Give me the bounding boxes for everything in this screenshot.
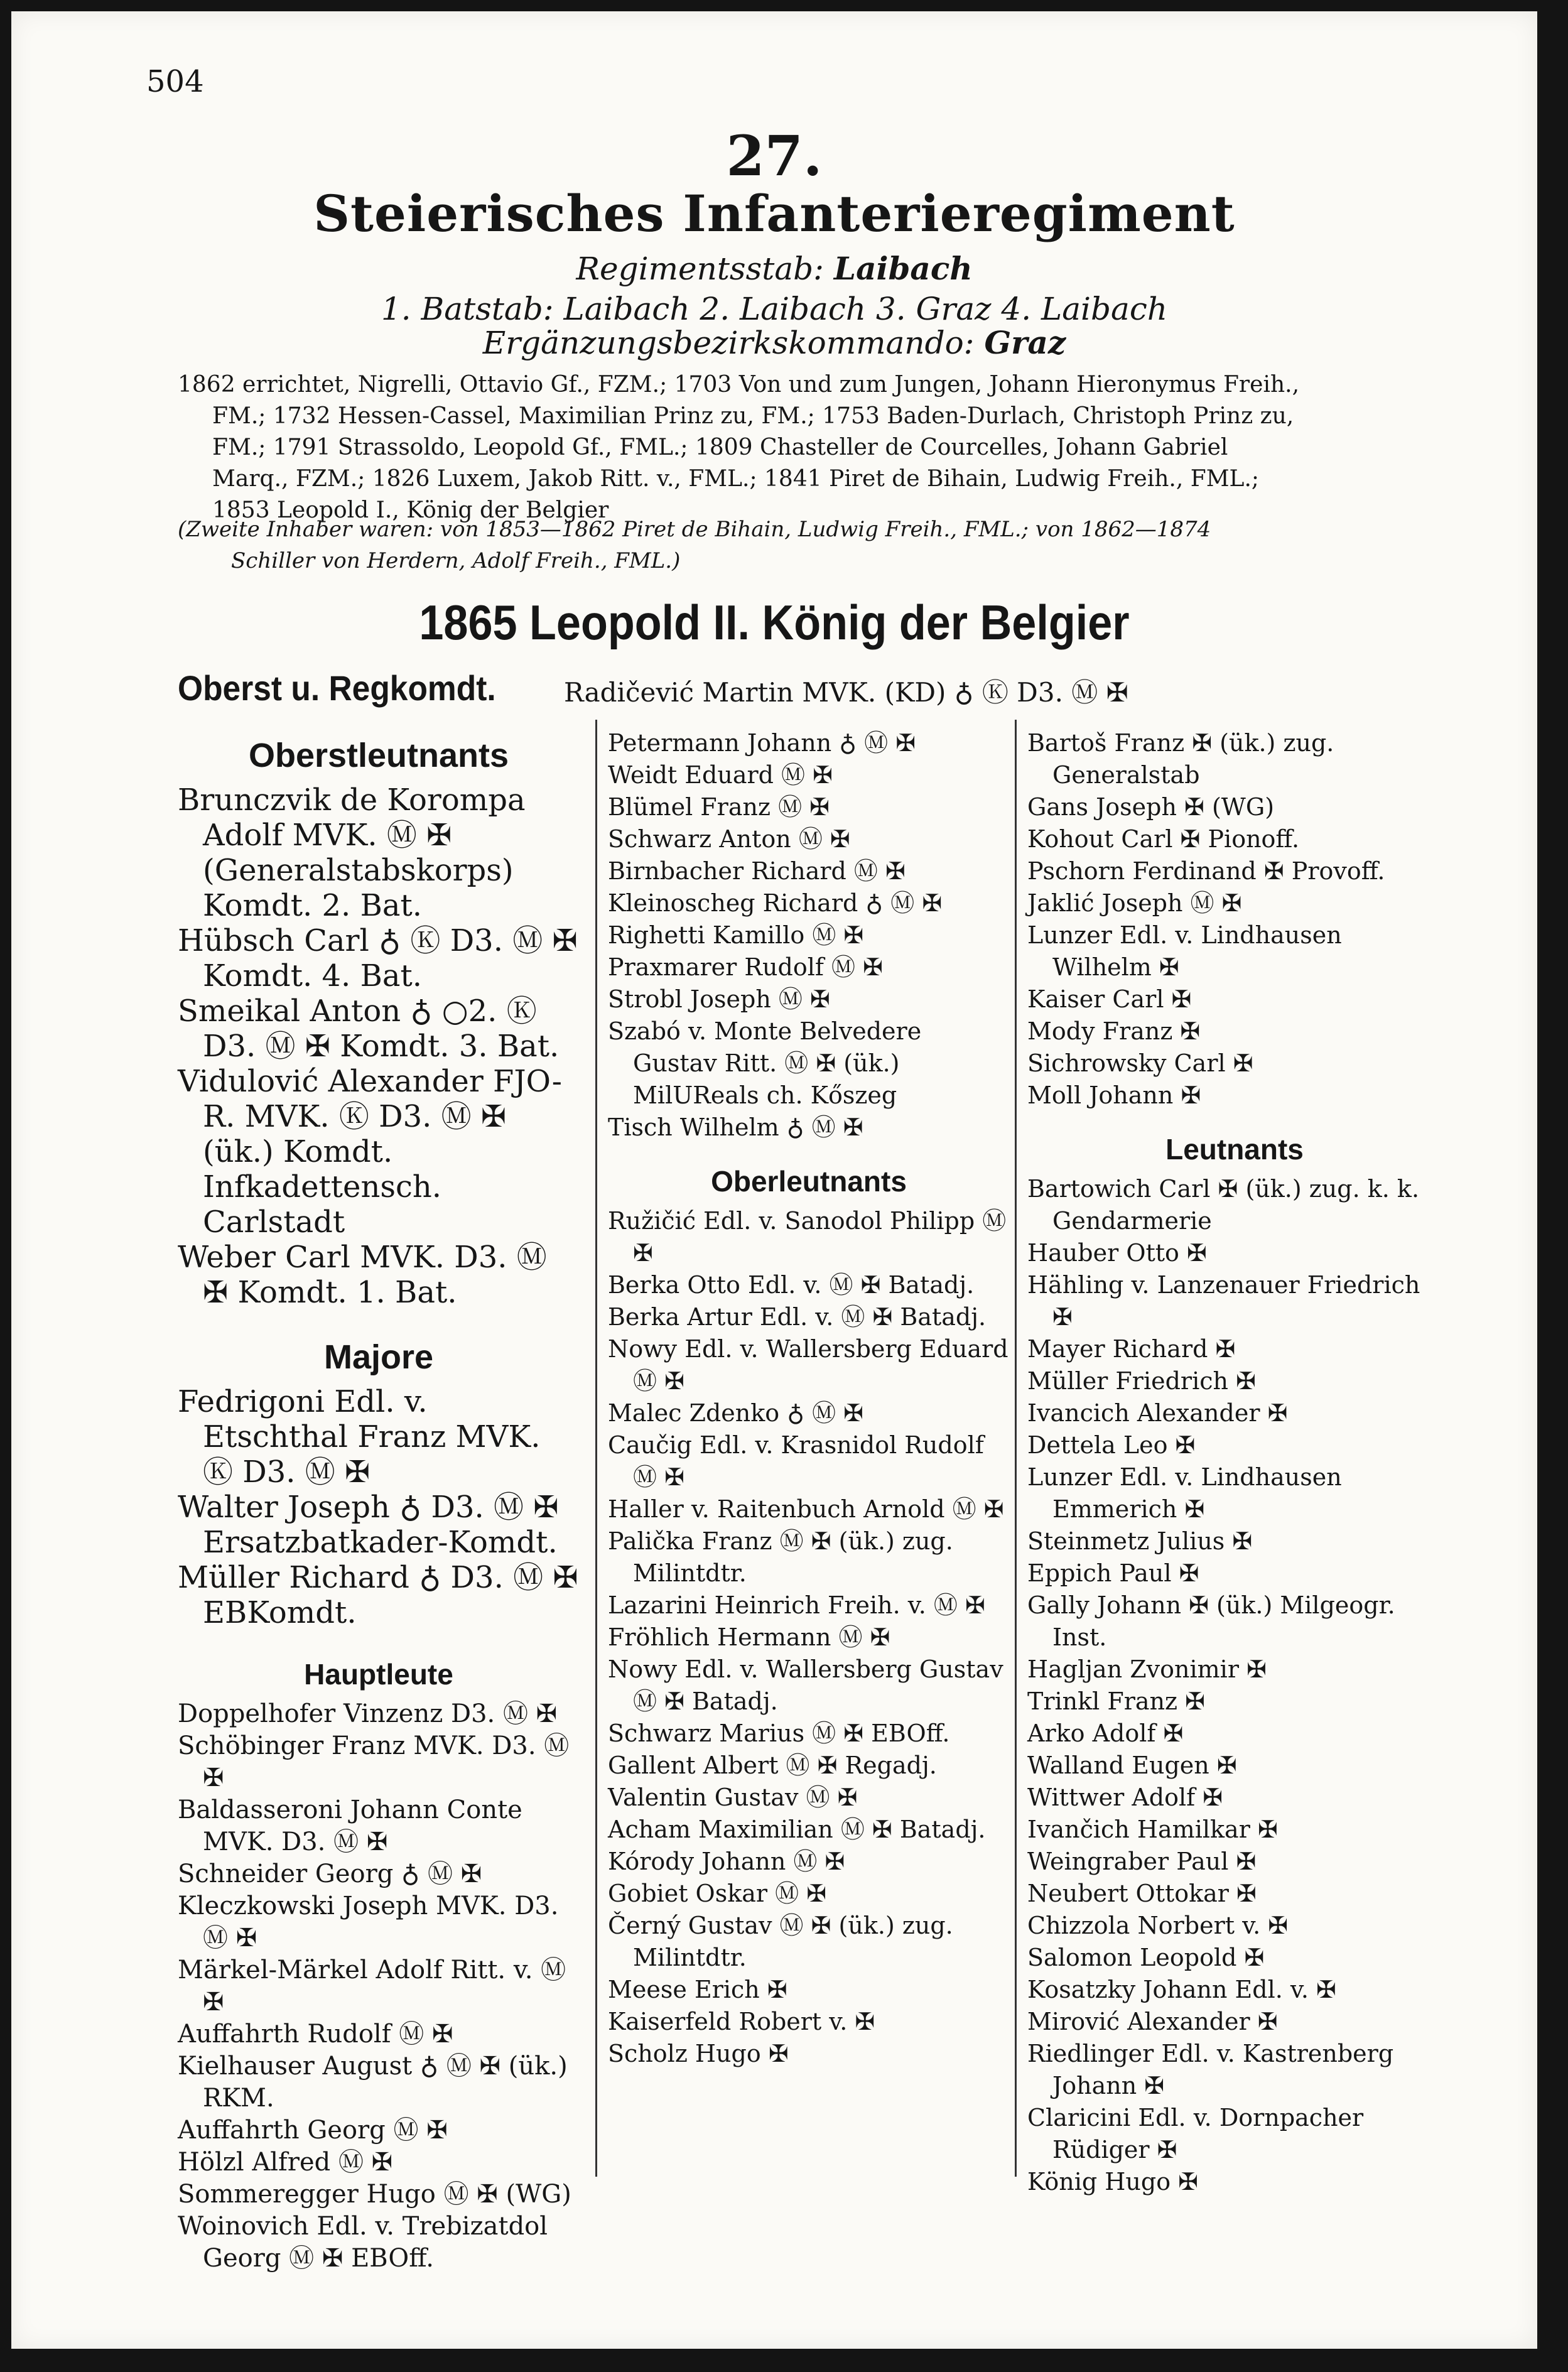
list-item: Dettela Leo ✠	[1027, 1431, 1196, 1459]
heading-oberstleutnants: Oberstleutnants	[248, 737, 509, 774]
list-item: Hähling v. Lanzenauer Friedrich ✠	[1027, 1271, 1420, 1331]
list-item: Kleinoscheg Richard ♁ Ⓜ ✠	[608, 889, 943, 917]
list-item: Chizzola Norbert v. ✠	[1027, 1912, 1289, 1939]
list-item: Walter Joseph ♁ D3. Ⓜ ✠ Ersatzbatkader-Komdt.	[178, 1490, 559, 1560]
list-item: Berka Otto Edl. v. Ⓜ ✠ Batadj.	[608, 1271, 975, 1299]
list-item: Wittwer Adolf ✠	[1027, 1784, 1223, 1811]
list-item: Brunczvik de Korompa Adolf MVK. Ⓜ ✠ (Generalstabskorps) Komdt. 2. Bat.	[178, 783, 526, 923]
list-item: Kielhauser August ♁ Ⓜ ✠ (ük.) RKM.	[178, 2052, 568, 2113]
list-item: Mayer Richard ✠	[1027, 1335, 1236, 1363]
zweite-line: Schiller von Herdern, Adolf Freih., FML.)	[231, 548, 681, 573]
list-item: Berka Artur Edl. v. Ⓜ ✠ Batadj.	[608, 1303, 987, 1331]
heading-oberleutnants: Oberleutnants	[711, 1165, 907, 1198]
history-line: 1853 Leopold I., König der Belgier	[212, 497, 609, 523]
list-item: Strobl Joseph Ⓜ ✠	[608, 985, 830, 1013]
list-item: Märkel-Märkel Adolf Ritt. v. Ⓜ ✠	[178, 1956, 566, 2017]
list-item: Auffahrth Georg Ⓜ ✠	[178, 2116, 448, 2145]
list-item: Weidt Eduard Ⓜ ✠	[608, 761, 833, 789]
list-item: König Hugo ✠	[1027, 2168, 1199, 2196]
list-item: Caučig Edl. v. Krasnidol Rudolf Ⓜ ✠	[608, 1431, 984, 1491]
list-item: Praxmarer Rudolf Ⓜ ✠	[608, 953, 883, 981]
list-item: Mody Franz ✠	[1027, 1017, 1201, 1045]
list-item: Arko Adolf ✠	[1027, 1719, 1184, 1747]
history-line: FM.; 1732 Hessen-Cassel, Maximilian Prinz zu, FM.; 1753 Baden-Durlach, Christoph Prinz zu,	[212, 403, 1294, 429]
list-item: Kórody Johann Ⓜ ✠	[608, 1848, 845, 1875]
ergaenzung-value: Graz	[984, 324, 1066, 361]
ergaenzung-label: Ergänzungsbezirkskommando:	[482, 325, 975, 361]
history-line: Marq., FZM.; 1826 Luxem, Jakob Ritt. v., FML.; 1841 Piret de Bihain, Ludwig Freih., FML.;	[212, 466, 1260, 492]
batstab-line: 1. Batstab: Laibach 2. Laibach 3. Graz 4. Laibach	[381, 291, 1168, 327]
list-item: Kaiser Carl ✠	[1027, 985, 1192, 1013]
ergaenzung-line	[11, 324, 1537, 361]
list-item: Schöbinger Franz MVK. D3. Ⓜ ✠	[178, 1731, 570, 1792]
list-item: Tisch Wilhelm ♁ Ⓜ ✠	[608, 1113, 863, 1141]
list-item: Smeikal Anton ♁ ○2. Ⓚ D3. Ⓜ ✠ Komdt. 3. Bat.	[178, 994, 560, 1064]
list-item: Schwarz Anton Ⓜ ✠	[608, 825, 850, 853]
list-item: Auffahrth Rudolf Ⓜ ✠	[178, 2020, 453, 2049]
list-item: Schneider Georg ♁ Ⓜ ✠	[178, 1860, 482, 1888]
zweite-inhaber-note	[178, 514, 1408, 577]
list-item: Mirović Alexander ✠	[1027, 2008, 1278, 2035]
list-item: Fröhlich Hermann Ⓜ ✠	[608, 1623, 890, 1651]
list-item: Ivancich Alexander ✠	[1027, 1399, 1288, 1427]
heading-majore: Majore	[323, 1338, 434, 1376]
history-line: FM.; 1791 Strassoldo, Leopold Gf., FML.; 1809 Chasteller de Courcelles, Johann Gabriel	[212, 435, 1228, 460]
list-item: Meese Erich ✠	[608, 1976, 787, 2003]
page-number: 504	[146, 64, 204, 99]
regimentsstab-value: Laibach	[833, 250, 973, 287]
list-item: Pschorn Ferdinand ✠ Provoff.	[1027, 857, 1385, 885]
list-item: Ivančich Hamilkar ✠	[1027, 1816, 1278, 1843]
list-item: Müller Friedrich ✠	[1027, 1367, 1256, 1395]
list-item: Malec Zdenko ♁ Ⓜ ✠	[608, 1399, 864, 1427]
page-sheet	[11, 11, 1537, 2349]
history-paragraph	[178, 369, 1408, 526]
list-item: Gans Joseph ✠ (WG)	[1027, 793, 1275, 821]
list-item: Bartoš Franz ✠ (ük.) zug. Generalstab	[1027, 729, 1334, 789]
zweite-line: (Zweite Inhaber waren: von 1853—1862 Piret de Bihain, Ludwig Freih., FML.; von 1862—1874	[178, 517, 1211, 542]
list-item: Baldasseroni Johann Conte MVK. D3. Ⓜ ✠	[178, 1795, 522, 1856]
list-item: Schwarz Marius Ⓜ ✠ EBOff.	[608, 1719, 950, 1747]
list-item: Acham Maximilian Ⓜ ✠ Batadj.	[608, 1816, 986, 1843]
list-item: Sichrowsky Carl ✠	[1027, 1049, 1253, 1077]
list-item: Kohout Carl ✠ Pionoff.	[1027, 825, 1300, 853]
list-item: Jaklić Joseph Ⓜ ✠	[1027, 889, 1242, 917]
history-line: 1862 errichtet, Nigrelli, Ottavio Gf., FZM.; 1703 Von und zum Jungen, Johann Hieronymus Freih.,	[178, 372, 1300, 398]
list-item: Fedrigoni Edl. v. Etschthal Franz MVK. Ⓚ D3. Ⓜ ✠	[178, 1384, 541, 1490]
list-item: Steinmetz Julius ✠	[1027, 1527, 1253, 1555]
regimentsstab-line	[11, 250, 1537, 287]
list-item: Müller Richard ♁ D3. Ⓜ ✠ EBKomdt.	[178, 1560, 578, 1630]
list-item: Hauber Otto ✠	[1027, 1239, 1207, 1267]
list-item: Scholz Hugo ✠	[608, 2040, 789, 2067]
list-item: Gally Johann ✠ (ük.) Milgeogr. Inst.	[1027, 1591, 1395, 1651]
list-item: Kaiserfeld Robert v. ✠	[608, 2008, 875, 2035]
list-item: Lunzer Edl. v. Lindhausen Emmerich ✠	[1027, 1463, 1342, 1523]
column-left	[178, 726, 580, 2275]
list-item: Hagljan Zvonimir ✠	[1027, 1655, 1267, 1683]
list-item: Valentin Gustav Ⓜ ✠	[608, 1784, 858, 1811]
chief-heading: 1865 Leopold II. König der Belgier	[419, 595, 1130, 650]
column-right	[1027, 727, 1442, 2198]
list-item: Gobiet Oskar Ⓜ ✠	[608, 1880, 827, 1907]
list-item: Neubert Ottokar ✠	[1027, 1880, 1257, 1907]
list-item: Haller v. Raitenbuch Arnold Ⓜ ✠	[608, 1495, 1004, 1523]
list-item: Weingraber Paul ✠	[1027, 1848, 1257, 1875]
list-item: Hübsch Carl ♁ Ⓚ D3. Ⓜ ✠ Komdt. 4. Bat.	[178, 923, 578, 994]
list-item: Petermann Johann ♁ Ⓜ ✠	[608, 729, 916, 757]
column-middle	[608, 727, 1010, 2070]
list-item: Szabó v. Monte Belvedere Gustav Ritt. Ⓜ ✠ (ük.) MilUReals ch. Kőszeg	[608, 1017, 922, 1109]
list-item: Trinkl Franz ✠	[1027, 1687, 1205, 1715]
list-item: Doppelhofer Vinzenz D3. Ⓜ ✠	[178, 1699, 558, 1728]
list-item: Ružičić Edl. v. Sanodol Philipp Ⓜ ✠	[608, 1207, 1007, 1267]
list-item: Sommeregger Hugo Ⓜ ✠ (WG)	[178, 2180, 571, 2209]
column-divider	[595, 720, 597, 2177]
regiment-number: 27.	[726, 123, 823, 188]
list-item: Kleczkowski Joseph MVK. D3. Ⓜ ✠	[178, 1892, 559, 1952]
regiment-title: Steierisches Infanterieregiment	[313, 184, 1235, 243]
list-item: Birnbacher Richard Ⓜ ✠	[608, 857, 906, 885]
list-item: Gallent Albert Ⓜ ✠ Regadj.	[608, 1752, 937, 1779]
list-item: Lazarini Heinrich Freih. v. Ⓜ ✠	[608, 1591, 985, 1619]
heading-leutnants: Leutnants	[1165, 1133, 1304, 1166]
list-item: Palička Franz Ⓜ ✠ (ük.) zug. Milintdtr.	[608, 1527, 953, 1587]
list-item: Salomon Leopold ✠	[1027, 1944, 1265, 1971]
list-item: Weber Carl MVK. D3. Ⓜ ✠ Komdt. 1. Bat.	[178, 1240, 547, 1310]
regimentsstab-label: Regimentsstab:	[576, 251, 824, 287]
list-item: Lunzer Edl. v. Lindhausen Wilhelm ✠	[1027, 921, 1342, 981]
heading-hauptleute: Hauptleute	[304, 1658, 453, 1691]
oberst-value: Radičević Martin MVK. (KD) ♁ Ⓚ D3. Ⓜ ✠	[564, 677, 1128, 708]
column-divider	[1015, 720, 1017, 2177]
oberst-label: Oberst u. Regkomdt.	[178, 668, 496, 708]
list-item: Claricini Edl. v. Dornpacher Rüdiger ✠	[1027, 2104, 1364, 2164]
list-item: Bartowich Carl ✠ (ük.) zug. k. k. Gendarmerie	[1027, 1175, 1420, 1235]
list-item: Walland Eugen ✠	[1027, 1752, 1237, 1779]
list-item: Nowy Edl. v. Wallersberg Gustav Ⓜ ✠ Batadj.	[608, 1655, 1003, 1715]
list-item: Riedlinger Edl. v. Kastrenberg Johann ✠	[1027, 2040, 1394, 2099]
list-item: Eppich Paul ✠	[1027, 1559, 1199, 1587]
list-item: Hölzl Alfred Ⓜ ✠	[178, 2148, 393, 2177]
list-item: Kosatzky Johann Edl. v. ✠	[1027, 1976, 1336, 2003]
list-item: Woinovich Edl. v. Trebizatdol Georg Ⓜ ✠ EBOff.	[178, 2212, 548, 2273]
list-item: Vidulović Alexander FJO-R. MVK. Ⓚ D3. Ⓜ ✠ (ük.) Komdt. Infkadettensch. Carlstadt	[178, 1064, 562, 1240]
list-item: Moll Johann ✠	[1027, 1081, 1201, 1109]
list-item: Nowy Edl. v. Wallersberg Eduard Ⓜ ✠	[608, 1335, 1008, 1395]
list-item: Blümel Franz Ⓜ ✠	[608, 793, 830, 821]
list-item: Černý Gustav Ⓜ ✠ (ük.) zug. Milintdtr.	[608, 1912, 953, 1971]
list-item: Righetti Kamillo Ⓜ ✠	[608, 921, 864, 949]
